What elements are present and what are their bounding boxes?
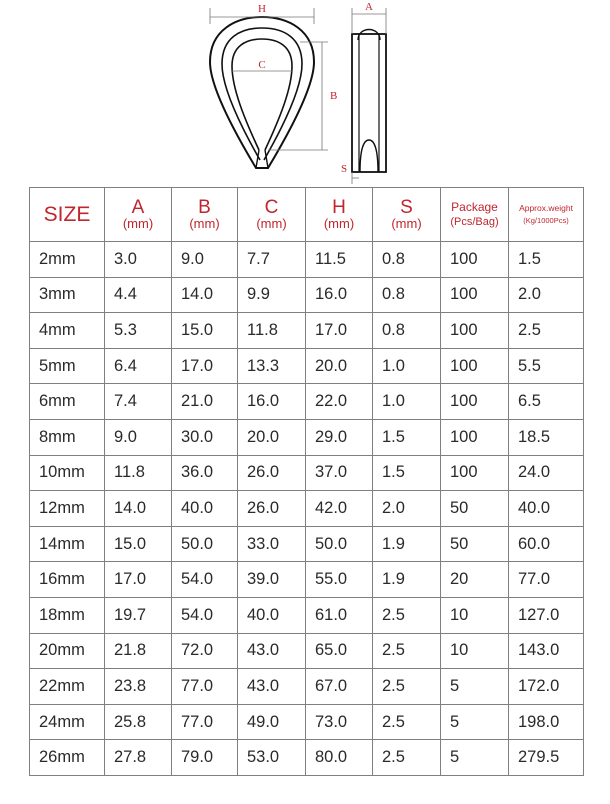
cell-c: 40.0 xyxy=(238,597,306,633)
cell-s: 0.8 xyxy=(373,277,441,313)
cell-c: 49.0 xyxy=(238,704,306,740)
cell-package: 100 xyxy=(441,455,509,491)
cell-package: 20 xyxy=(441,562,509,598)
table-row xyxy=(30,242,584,278)
cell-b: 40.0 xyxy=(172,491,238,527)
cell-package: 100 xyxy=(441,242,509,278)
cell-c: 39.0 xyxy=(238,562,306,598)
cell-weight: 172.0 xyxy=(509,669,584,705)
cell-c: 53.0 xyxy=(238,740,306,776)
cell-weight: 143.0 xyxy=(509,633,584,669)
header-h: H (mm) xyxy=(306,188,373,242)
cell-s: 1.0 xyxy=(373,348,441,384)
cell-h: 50.0 xyxy=(306,526,373,562)
cell-a: 23.8 xyxy=(105,669,172,705)
cell-size: 20mm xyxy=(30,633,105,669)
cell-size: 3mm xyxy=(30,277,105,313)
cell-weight: 40.0 xyxy=(509,491,584,527)
cell-a: 6.4 xyxy=(105,348,172,384)
table-header-row xyxy=(30,188,584,242)
label-b: B xyxy=(330,90,338,102)
cell-a: 25.8 xyxy=(105,704,172,740)
cell-weight: 279.5 xyxy=(509,740,584,776)
cell-a: 17.0 xyxy=(105,562,172,598)
cell-a: 15.0 xyxy=(105,526,172,562)
cell-package: 10 xyxy=(441,633,509,669)
cell-package: 5 xyxy=(441,704,509,740)
header-size: SIZE xyxy=(30,188,105,242)
cell-b: 36.0 xyxy=(172,455,238,491)
table-row xyxy=(30,633,584,669)
cell-weight: 60.0 xyxy=(509,526,584,562)
cell-s: 2.5 xyxy=(373,740,441,776)
cell-size: 16mm xyxy=(30,562,105,598)
cell-c: 7.7 xyxy=(238,242,306,278)
table-row xyxy=(30,455,584,491)
cell-s: 2.0 xyxy=(373,491,441,527)
cell-c: 33.0 xyxy=(238,526,306,562)
table-row xyxy=(30,419,584,455)
cell-c: 11.8 xyxy=(238,313,306,349)
cell-size: 14mm xyxy=(30,526,105,562)
cell-package: 5 xyxy=(441,740,509,776)
cell-a: 3.0 xyxy=(105,242,172,278)
table-row xyxy=(30,384,584,420)
table-row xyxy=(30,491,584,527)
cell-b: 15.0 xyxy=(172,313,238,349)
cell-size: 6mm xyxy=(30,384,105,420)
cell-package: 10 xyxy=(441,597,509,633)
cell-b: 9.0 xyxy=(172,242,238,278)
label-c: C xyxy=(258,59,266,71)
cell-a: 7.4 xyxy=(105,384,172,420)
label-h: H xyxy=(258,3,266,15)
table-row xyxy=(30,348,584,384)
cell-size: 24mm xyxy=(30,704,105,740)
cell-b: 77.0 xyxy=(172,704,238,740)
cell-size: 5mm xyxy=(30,348,105,384)
cell-weight: 2.5 xyxy=(509,313,584,349)
cell-h: 29.0 xyxy=(306,419,373,455)
cell-a: 11.8 xyxy=(105,455,172,491)
cell-weight: 1.5 xyxy=(509,242,584,278)
table-row xyxy=(30,313,584,349)
cell-h: 11.5 xyxy=(306,242,373,278)
cell-size: 2mm xyxy=(30,242,105,278)
cell-weight: 5.5 xyxy=(509,348,584,384)
cell-package: 100 xyxy=(441,419,509,455)
cell-package: 100 xyxy=(441,384,509,420)
cell-package: 100 xyxy=(441,348,509,384)
cell-a: 14.0 xyxy=(105,491,172,527)
header-c: C (mm) xyxy=(238,188,306,242)
cell-s: 0.8 xyxy=(373,313,441,349)
cell-c: 9.9 xyxy=(238,277,306,313)
cell-weight: 18.5 xyxy=(509,419,584,455)
cell-s: 1.5 xyxy=(373,455,441,491)
cell-b: 17.0 xyxy=(172,348,238,384)
cell-s: 0.8 xyxy=(373,242,441,278)
cell-weight: 198.0 xyxy=(509,704,584,740)
cell-size: 22mm xyxy=(30,669,105,705)
cell-h: 67.0 xyxy=(306,669,373,705)
table-row xyxy=(30,277,584,313)
cell-weight: 127.0 xyxy=(509,597,584,633)
cell-weight: 2.0 xyxy=(509,277,584,313)
cell-size: 18mm xyxy=(30,597,105,633)
cell-h: 17.0 xyxy=(306,313,373,349)
table-row xyxy=(30,669,584,705)
cell-package: 5 xyxy=(441,669,509,705)
cell-s: 2.5 xyxy=(373,597,441,633)
header-s: S (mm) xyxy=(373,188,441,242)
cell-b: 14.0 xyxy=(172,277,238,313)
cell-h: 22.0 xyxy=(306,384,373,420)
cell-a: 4.4 xyxy=(105,277,172,313)
cell-b: 54.0 xyxy=(172,597,238,633)
cell-c: 43.0 xyxy=(238,633,306,669)
thimble-side-view xyxy=(352,30,386,173)
cell-a: 19.7 xyxy=(105,597,172,633)
cell-package: 50 xyxy=(441,491,509,527)
cell-weight: 24.0 xyxy=(509,455,584,491)
cell-h: 61.0 xyxy=(306,597,373,633)
header-a: A (mm) xyxy=(105,188,172,242)
cell-b: 54.0 xyxy=(172,562,238,598)
cell-size: 12mm xyxy=(30,491,105,527)
cell-s: 1.9 xyxy=(373,562,441,598)
specification-table xyxy=(29,187,584,776)
label-s: S xyxy=(341,163,348,175)
cell-weight: 77.0 xyxy=(509,562,584,598)
cell-s: 2.5 xyxy=(373,633,441,669)
cell-c: 26.0 xyxy=(238,491,306,527)
cell-h: 42.0 xyxy=(306,491,373,527)
table-row xyxy=(30,562,584,598)
cell-h: 37.0 xyxy=(306,455,373,491)
cell-s: 1.5 xyxy=(373,419,441,455)
cell-h: 65.0 xyxy=(306,633,373,669)
cell-s: 1.0 xyxy=(373,384,441,420)
cell-package: 100 xyxy=(441,277,509,313)
cell-b: 21.0 xyxy=(172,384,238,420)
header-b: B (mm) xyxy=(172,188,238,242)
table-row xyxy=(30,704,584,740)
cell-h: 20.0 xyxy=(306,348,373,384)
cell-h: 55.0 xyxy=(306,562,373,598)
thimble-front-view xyxy=(210,17,314,168)
cell-a: 9.0 xyxy=(105,419,172,455)
table-row xyxy=(30,740,584,776)
cell-c: 16.0 xyxy=(238,384,306,420)
header-package: Package (Pcs/Bag) xyxy=(441,188,509,242)
cell-size: 8mm xyxy=(30,419,105,455)
cell-a: 5.3 xyxy=(105,313,172,349)
cell-b: 72.0 xyxy=(172,633,238,669)
header-weight: Approx.weight (Kg/1000Pcs) xyxy=(509,188,584,242)
cell-weight: 6.5 xyxy=(509,384,584,420)
cell-h: 73.0 xyxy=(306,704,373,740)
cell-a: 27.8 xyxy=(105,740,172,776)
cell-c: 13.3 xyxy=(238,348,306,384)
cell-b: 30.0 xyxy=(172,419,238,455)
cell-c: 26.0 xyxy=(238,455,306,491)
table-row xyxy=(30,526,584,562)
cell-package: 50 xyxy=(441,526,509,562)
cell-c: 43.0 xyxy=(238,669,306,705)
cell-size: 10mm xyxy=(30,455,105,491)
cell-c: 20.0 xyxy=(238,419,306,455)
cell-s: 2.5 xyxy=(373,704,441,740)
cell-h: 80.0 xyxy=(306,740,373,776)
cell-s: 1.9 xyxy=(373,526,441,562)
cell-b: 77.0 xyxy=(172,669,238,705)
cell-size: 4mm xyxy=(30,313,105,349)
table-row xyxy=(30,597,584,633)
cell-b: 79.0 xyxy=(172,740,238,776)
label-a: A xyxy=(365,1,373,13)
cell-package: 100 xyxy=(441,313,509,349)
thimble-dimension-diagram xyxy=(0,0,610,185)
cell-size: 26mm xyxy=(30,740,105,776)
cell-s: 2.5 xyxy=(373,669,441,705)
cell-a: 21.8 xyxy=(105,633,172,669)
dimension-s xyxy=(352,172,359,184)
cell-h: 16.0 xyxy=(306,277,373,313)
cell-b: 50.0 xyxy=(172,526,238,562)
